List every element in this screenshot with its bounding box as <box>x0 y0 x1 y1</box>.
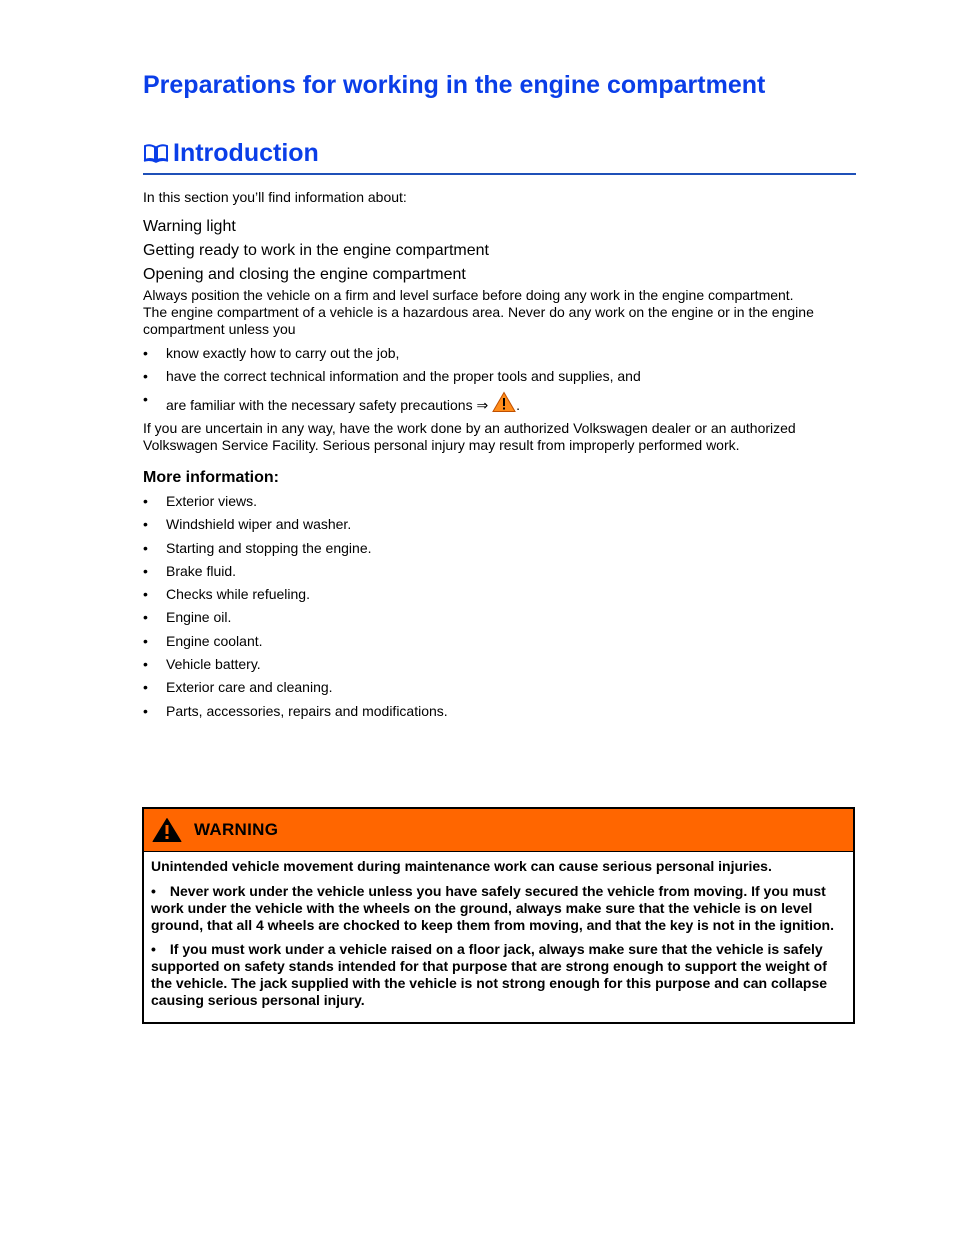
warning-item-text: If you must work under a vehicle raised on a floor jack, always make sure that the vehicle is safely supported on safety stands intended for that purpose that are strong enough to support the weight of the vehicle. The jack supplied with the vehicle is not strong enough for this purpose and can collapse causing serious personal injury. <box>151 941 828 1008</box>
paragraph-surface: Always position the vehicle on a firm and level surface before doing any work in the engine compartment. <box>143 287 794 303</box>
list-item-text: Starting and stopping the engine. <box>166 539 372 556</box>
bullet-icon: • <box>143 702 148 719</box>
list-item[interactable] <box>143 633 856 650</box>
period: . <box>516 397 520 413</box>
section-header <box>143 135 856 175</box>
intro-line: In this section you’ll find information about: <box>143 189 407 205</box>
list-item-text: Engine coolant. <box>166 632 263 649</box>
paragraph-dealer: If you are uncertain in any way, have the work done by an authorized Volkswagen dealer or an authorized Volkswagen Service Facility. Serious personal injury may result from improperly performed work. <box>143 420 796 453</box>
warning-box <box>142 807 855 1024</box>
list-item-text: Exterior views. <box>166 493 258 509</box>
list-item[interactable] <box>143 609 856 626</box>
page-title: Preparations for working in the engine compartment <box>143 71 766 99</box>
topic-item[interactable]: Opening and closing the engine compartment <box>143 266 466 283</box>
list-item-text: Vehicle battery. <box>166 656 261 673</box>
arrow-icon: ⇒ <box>476 397 489 413</box>
warning-title: WARNING <box>194 820 279 839</box>
warning-header <box>144 809 853 852</box>
bullet-icon: • <box>143 539 148 556</box>
bullet-icon: • <box>143 679 148 696</box>
topic-list <box>143 215 856 287</box>
bullet-icon: • <box>143 586 148 603</box>
list-item[interactable] <box>143 540 856 557</box>
list-item-text: are familiar with the necessary safety precautions <box>166 397 473 413</box>
topic-item[interactable]: Getting ready to work in the engine compartment <box>143 242 489 259</box>
bullet-icon: • <box>143 632 148 649</box>
list-item-text: Exterior care and cleaning. <box>166 679 333 696</box>
list-item-text: Brake fluid. <box>166 562 237 579</box>
warning-triangle-icon[interactable] <box>492 391 516 413</box>
list-item[interactable] <box>143 586 856 603</box>
bullet-icon: • <box>143 609 148 626</box>
bullet-icon: • <box>143 345 148 361</box>
list-item-text: Checks while refueling. <box>166 586 310 603</box>
list-item[interactable] <box>143 703 856 720</box>
list-item <box>143 391 856 414</box>
bullet-icon: • <box>151 941 156 957</box>
warning-body <box>144 852 853 1022</box>
warning-item-text: Never work under the vehicle unless you have safely secured the vehicle from moving. If you must work under the vehicle with the wheels on the ground, always make sure that the vehicle is on level ground, that all 4 wheels are chocked to keep them from moving, and that the key is not in the ignition. <box>151 883 834 933</box>
topic-item[interactable]: Warning light <box>143 218 236 235</box>
list-item-text: know exactly how to carry out the job, <box>166 345 400 361</box>
list-item-text: have the correct technical information and the proper tools and supplies, and <box>166 368 641 384</box>
list-item <box>143 345 856 362</box>
list-item[interactable] <box>143 516 856 533</box>
bullet-icon: • <box>143 368 148 384</box>
list-item[interactable] <box>143 563 856 580</box>
list-item-text: Windshield wiper and washer. <box>166 516 352 533</box>
bullet-icon: • <box>151 883 156 899</box>
bullet-icon: • <box>143 562 148 579</box>
warning-triangle-icon <box>152 817 182 843</box>
warning-lead: Unintended vehicle movement during maintenance work can cause serious personal injuries. <box>151 858 772 874</box>
condition-list <box>143 345 856 414</box>
list-item-text: Parts, accessories, repairs and modifications. <box>166 702 448 719</box>
list-item[interactable] <box>143 493 856 510</box>
more-info-list <box>143 493 856 720</box>
page-content <box>143 66 856 726</box>
more-info-heading: More information: <box>143 469 279 486</box>
section-title: Introduction <box>173 139 319 167</box>
bullet-icon: • <box>143 391 148 407</box>
paragraph-hazard: The engine compartment of a vehicle is a hazardous area. Never do any work on the engine or in the engine compartment unless you <box>143 304 814 337</box>
warning-item <box>151 883 845 934</box>
bullet-icon: • <box>143 516 148 533</box>
list-item-text: Engine oil. <box>166 609 232 626</box>
warning-item <box>151 941 845 1009</box>
list-item <box>143 368 856 385</box>
bullet-icon: • <box>143 493 148 509</box>
book-icon <box>143 142 169 164</box>
list-item[interactable] <box>143 679 856 696</box>
list-item[interactable] <box>143 656 856 673</box>
bullet-icon: • <box>143 656 148 673</box>
